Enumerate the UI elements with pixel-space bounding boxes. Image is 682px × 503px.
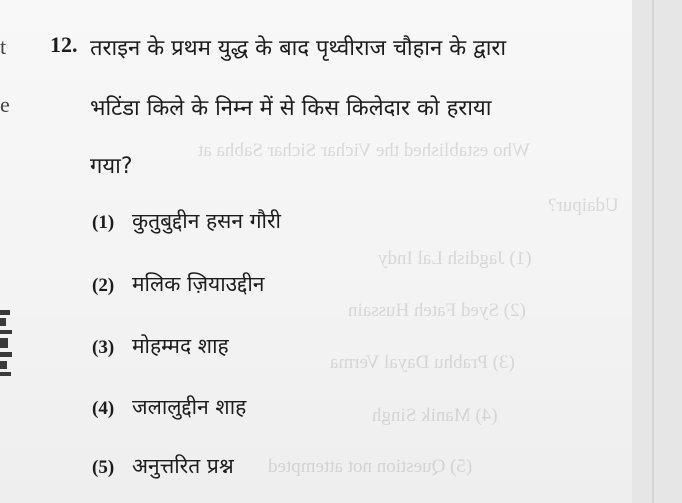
bleed-through-line: Who established the Vichar Sichar Sabha at <box>198 140 530 161</box>
option-text: मलिक ज़ियाउद्दीन <box>132 272 265 296</box>
option-4 <box>92 393 246 421</box>
question-text-line-1: तराइन के प्रथम युद्ध के बाद पृथ्वीराज चौहान के द्वारा <box>90 36 507 61</box>
option-number: (4) <box>92 398 115 419</box>
cropped-margin-mark <box>0 308 14 378</box>
bleed-through-line: (3) Prabhu Dayal Verma <box>330 352 515 373</box>
option-text: मोहम्मद शाह <box>132 334 229 358</box>
page-edge-divider <box>652 0 654 503</box>
question-number: 12. <box>50 32 78 57</box>
question-text-line-2: भटिंडा किले के निम्न में से किस किलेदार को हराया <box>90 96 492 121</box>
option-1 <box>92 207 281 235</box>
option-number: (1) <box>92 212 115 233</box>
cropped-letter-e: e <box>0 92 10 117</box>
option-number: (3) <box>92 337 115 358</box>
bleed-through-line: (2) Syed Fateh Hussain <box>348 300 526 321</box>
bleed-through-line: (5) Question not attempted <box>268 456 473 477</box>
option-3 <box>92 332 229 360</box>
bleed-through-line: Udaipur? <box>548 195 619 216</box>
option-text: अनुत्तरित प्रश्न <box>132 454 234 478</box>
bleed-through-line: (4) Manik Singh <box>372 405 498 426</box>
bleed-through-line: (1) Jagdish Lal Indy <box>378 248 532 269</box>
option-text: कुतुबुद्दीन हसन गौरी <box>132 209 281 233</box>
cropped-letter-t: t <box>0 34 7 59</box>
page-edge-strip <box>632 0 682 503</box>
option-5 <box>92 452 234 480</box>
option-text: जलालुद्दीन शाह <box>132 395 247 419</box>
option-number: (5) <box>92 457 115 478</box>
option-number: (2) <box>92 275 115 296</box>
option-2 <box>92 270 264 298</box>
question-text-line-3: गया? <box>90 154 133 179</box>
